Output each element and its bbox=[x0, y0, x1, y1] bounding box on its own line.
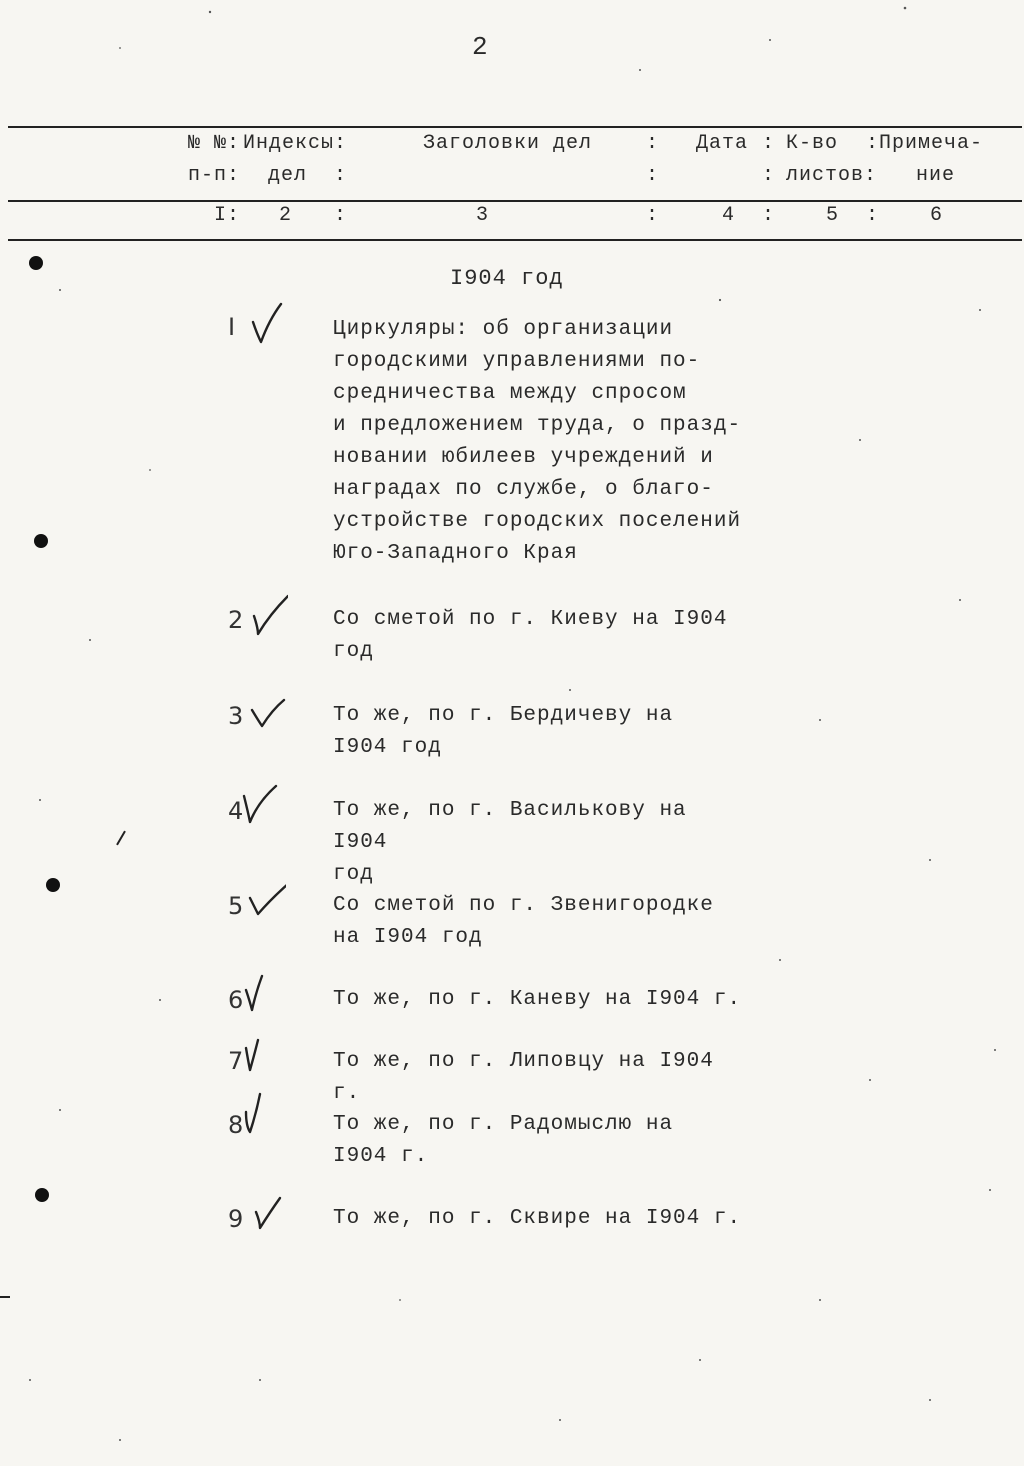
entry-title: Со сметой по г. Киеву на I904 год bbox=[333, 608, 728, 663]
header-separator: : bbox=[866, 204, 880, 227]
hole-punch bbox=[35, 1188, 49, 1202]
entry-title: То же, по г. Бердичеву на I904 год bbox=[333, 704, 674, 759]
year-heading: I904 год bbox=[450, 266, 564, 291]
entry-title: То же, по г. Радомыслю на I904 г. bbox=[333, 1113, 674, 1168]
entry-number: 9 bbox=[228, 1205, 244, 1233]
entry-number: 6 bbox=[228, 986, 244, 1014]
header-separator: : bbox=[762, 132, 776, 155]
checkmark-icon bbox=[248, 694, 288, 738]
header-separator: : bbox=[334, 204, 348, 227]
checkmark-icon bbox=[240, 782, 280, 826]
header-col-number: № №: bbox=[188, 132, 241, 155]
header-separator: : bbox=[646, 204, 660, 227]
header-separator: : bbox=[334, 164, 348, 187]
header-separator: : bbox=[762, 204, 776, 227]
header-separator: : bbox=[762, 164, 776, 187]
checkmark-icon bbox=[240, 1036, 280, 1080]
page-number: 2 bbox=[472, 32, 488, 62]
entry-title: Циркуляры: об организации городскими управлениями по- средничества между спросом и предложением труда, о празд- новании юбилеев учреждений и наградах по службе, о благо- устройстве городских поселений Юго-Западного Края bbox=[333, 318, 742, 565]
header-col-index-cont: дел bbox=[268, 164, 308, 187]
column-number-6: 6 bbox=[930, 204, 944, 227]
header-separator: : bbox=[646, 164, 660, 187]
entry-title: То же, по г. Василькову на I904 год bbox=[333, 799, 687, 886]
header-separator: : bbox=[646, 132, 660, 155]
header-col-notes-cont: ние bbox=[916, 164, 956, 187]
checkmark-icon bbox=[250, 1194, 290, 1238]
header-divider-rule bbox=[8, 200, 1022, 202]
header-col-title: Заголовки дел bbox=[423, 132, 593, 155]
table-top-rule bbox=[8, 126, 1022, 128]
header-col-index: Индексы: bbox=[243, 132, 348, 155]
column-number-4: 4 bbox=[722, 204, 736, 227]
entry-title: Со сметой по г. Звенигородке на I904 год bbox=[333, 894, 714, 949]
entry-number: 8 bbox=[228, 1111, 244, 1139]
entry-number: 4 bbox=[228, 797, 244, 825]
checkmark-icon bbox=[248, 594, 288, 638]
header-col-number-cont: п-п: bbox=[188, 164, 241, 187]
checkmark-icon bbox=[246, 880, 286, 924]
pen-mark bbox=[116, 831, 126, 846]
header-col-sheet-count: К-во bbox=[786, 132, 839, 155]
column-number-3: 3 bbox=[476, 204, 490, 227]
entry-title: То же, по г. Липовцу на I904 г. bbox=[333, 1050, 714, 1105]
entry-number: 7 bbox=[228, 1047, 244, 1075]
entry-title: То же, по г. Каневу на I904 г. bbox=[333, 988, 742, 1011]
entry-number: 5 bbox=[228, 892, 244, 920]
checkmark-icon bbox=[240, 1092, 280, 1136]
hole-punch bbox=[46, 878, 60, 892]
hole-punch bbox=[29, 256, 43, 270]
checkmark-icon bbox=[240, 972, 280, 1016]
edge-mark bbox=[0, 1296, 10, 1298]
entry-title: То же, по г. Сквире на I904 г. bbox=[333, 1207, 742, 1230]
table-bottom-rule bbox=[8, 239, 1022, 241]
entry-number: I bbox=[228, 313, 236, 341]
header-col-date: Дата bbox=[696, 132, 749, 155]
column-number-2: 2 bbox=[279, 204, 293, 227]
header-col-notes: :Примеча- bbox=[866, 132, 984, 155]
entry-number: 2 bbox=[228, 606, 244, 634]
checkmark-icon bbox=[247, 302, 287, 346]
entry-number: 3 bbox=[228, 702, 244, 730]
column-number-5: 5 bbox=[826, 204, 840, 227]
header-col-sheet-count-cont: листов: bbox=[786, 164, 878, 187]
column-number-1: I: bbox=[214, 204, 241, 227]
hole-punch bbox=[34, 534, 48, 548]
